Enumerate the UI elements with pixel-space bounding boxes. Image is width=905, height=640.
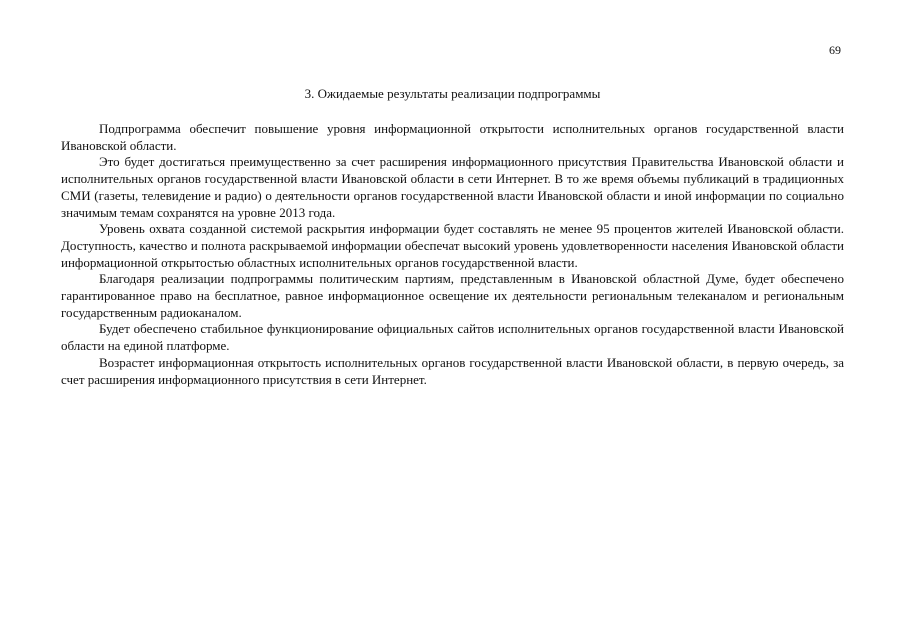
paragraph-1: Подпрограмма обеспечит повышение уровня информационной открытости исполнительных органов государственной власти Ивановской области. (61, 121, 844, 153)
document-body (61, 121, 844, 388)
paragraph-4: Благодаря реализации подпрограммы политическим партиям, представленным в Ивановской областной Думе, будет обеспечено гарантированное право на бесплатное, равное информационное освещение их деятельности региональным телеканалом и региональным государственным радиоканалом. (61, 271, 844, 320)
section-title: 3. Ожидаемые результаты реализации подпрограммы (304, 86, 601, 101)
paragraph-3: Уровень охвата созданной системой раскрытия информации будет составлять не менее 95 процентов жителей Ивановской области. Доступность, качество и полнота раскрываемой информации обеспечат высокий уровень удовлетворенности населения Ивановской области информационной открытостью областных исполнительных органов государственной власти. (61, 221, 844, 270)
paragraph-2: Это будет достигаться преимущественно за счет расширения информационного присутствия Правительства Ивановской области и исполнительных органов государственной власти Ивановской области в сети Интернет. В то же время объемы публикаций в традиционных СМИ (газеты, телевидение и радио) о деятельности органов государственной власти Ивановской области и иной информации по социально значимым темам сохранятся на уровне 2013 года. (61, 154, 844, 220)
paragraph-5: Будет обеспечено стабильное функционирование официальных сайтов исполнительных органов государственной власти Ивановской области на единой платформе. (61, 321, 844, 354)
paragraph-6: Возрастет информационная открытость исполнительных органов государственной власти Ивановской области, в первую очередь, за счет расширения информационного присутствия в сети Интернет. (61, 354, 844, 387)
page-number: 69 (829, 43, 841, 57)
